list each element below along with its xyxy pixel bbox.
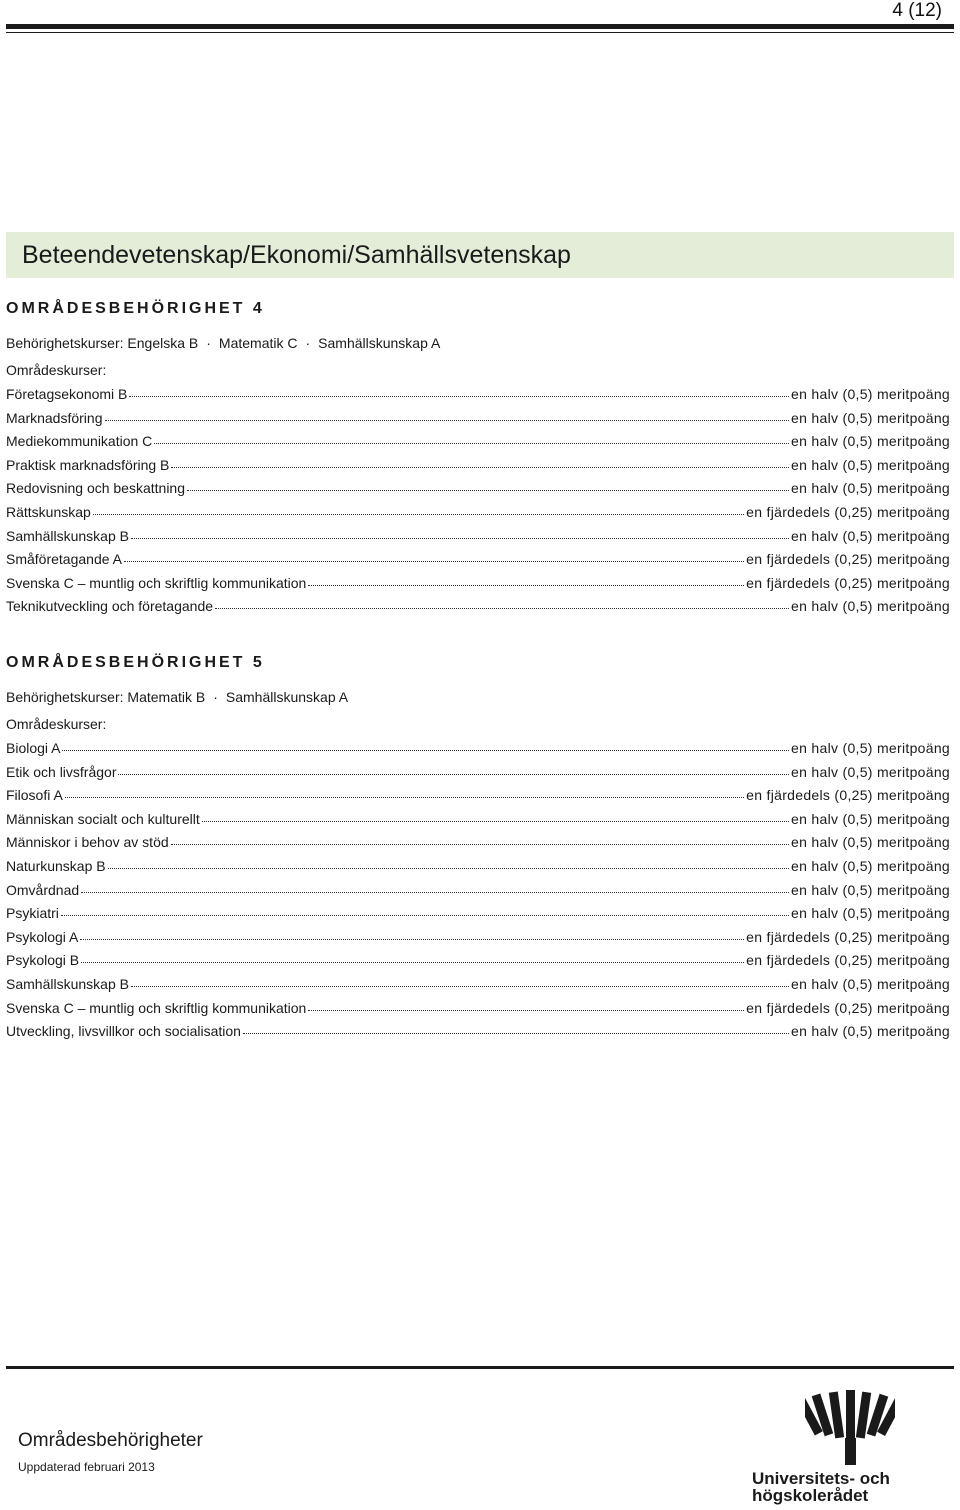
requirement-prefix: Behörighetskurser: <box>6 335 124 351</box>
footer-updated-date: Uppdaterad februari 2013 <box>18 1460 155 1474</box>
course-merit-points: en halv (0,5) meritpoäng <box>791 810 950 827</box>
course-merit-points: en halv (0,5) meritpoäng <box>791 1023 950 1040</box>
course-merit-points: en halv (0,5) meritpoäng <box>791 905 950 922</box>
course-name: Svenska C – muntlig och skriftlig kommunikation <box>6 999 307 1016</box>
course-row <box>6 761 950 785</box>
course-row <box>6 548 950 572</box>
course-name: Människor i behov av stöd <box>6 834 169 851</box>
course-merit-points: en fjärdedels (0,25) meritpoäng <box>746 787 950 804</box>
course-name: Etik och livsfrågor <box>6 763 117 780</box>
section-omradesbehorighet-5 <box>6 652 950 1044</box>
course-list <box>6 737 950 1044</box>
course-name: Samhällskunskap B <box>6 975 129 992</box>
bullet-separator-icon: · <box>206 335 211 351</box>
dot-leader <box>81 951 744 965</box>
course-merit-points: en halv (0,5) meritpoäng <box>791 975 950 992</box>
course-merit-points: en fjärdedels (0,25) meritpoäng <box>746 928 950 945</box>
course-row <box>6 949 950 973</box>
course-name: Rättskunskap <box>6 503 91 520</box>
course-merit-points: en halv (0,5) meritpoäng <box>791 834 950 851</box>
course-merit-points: en halv (0,5) meritpoäng <box>791 740 950 756</box>
dot-leader <box>154 432 789 446</box>
course-row <box>6 879 950 903</box>
course-row <box>6 784 950 808</box>
requirement-line <box>6 686 950 708</box>
course-name: Teknikutveckling och företagande <box>6 598 214 615</box>
course-name: Praktisk marknadsföring B <box>6 456 170 473</box>
course-merit-points: en halv (0,5) meritpoäng <box>791 763 950 780</box>
dot-leader <box>62 739 789 753</box>
course-merit-points: en halv (0,5) meritpoäng <box>791 386 950 402</box>
area-courses-label: Områdeskurser: <box>6 716 107 732</box>
course-name: Svenska C – muntlig och skriftlig kommunikation <box>6 574 307 591</box>
bottom-rule <box>6 1366 954 1369</box>
course-merit-points: en halv (0,5) meritpoäng <box>791 480 950 497</box>
dot-leader <box>108 857 789 871</box>
dot-leader <box>93 503 744 517</box>
course-row <box>6 808 950 832</box>
course-row <box>6 407 950 431</box>
requirement-course: Matematik C <box>218 335 298 351</box>
dot-leader <box>118 763 789 777</box>
uhr-logo <box>752 1390 952 1508</box>
course-name: Utveckling, livsvillkor och socialisation <box>6 1023 241 1040</box>
dot-leader <box>243 1022 789 1036</box>
course-row <box>6 454 950 478</box>
course-merit-points: en fjärdedels (0,25) meritpoäng <box>746 952 950 969</box>
course-row <box>6 525 950 549</box>
dot-leader <box>187 479 789 493</box>
course-name: Småföretagande A <box>6 551 122 568</box>
dot-leader <box>171 833 789 847</box>
top-rule-thin <box>6 32 954 33</box>
dot-leader <box>105 409 790 423</box>
section-heading: OMRÅDESBEHÖRIGHET 5 <box>6 654 265 671</box>
course-name: Biologi A <box>6 740 61 756</box>
dot-leader <box>202 810 789 824</box>
dot-leader <box>80 928 744 942</box>
dot-leader <box>308 999 744 1013</box>
dot-leader <box>131 527 789 541</box>
course-row <box>6 477 950 501</box>
requirement-course: Samhällskunskap A <box>225 689 349 705</box>
course-merit-points: en halv (0,5) meritpoäng <box>791 598 950 615</box>
uhr-logo-line-1: Universitets- och <box>752 1469 890 1488</box>
course-row <box>6 855 950 879</box>
course-name: Människan socialt och kulturellt <box>6 810 200 827</box>
course-name: Naturkunskap B <box>6 857 106 874</box>
requirement-course: Matematik B <box>127 689 206 705</box>
course-row <box>6 737 950 761</box>
dot-leader <box>124 550 744 564</box>
course-merit-points: en halv (0,5) meritpoäng <box>791 527 950 544</box>
course-row <box>6 997 950 1021</box>
dot-leader <box>61 904 789 918</box>
course-row <box>6 902 950 926</box>
course-merit-points: en fjärdedels (0,25) meritpoäng <box>746 574 950 591</box>
bullet-separator-icon: · <box>213 689 218 705</box>
area-courses-label: Områdeskurser: <box>6 362 107 378</box>
page-number: 4 (12) <box>892 0 942 21</box>
dot-leader <box>65 786 744 800</box>
course-name: Mediekommunikation C <box>6 433 153 450</box>
section-omradesbehorighet-4 <box>6 298 950 619</box>
course-name: Marknadsföring <box>6 409 103 426</box>
uhr-logo-icon <box>805 1390 895 1465</box>
course-merit-points: en halv (0,5) meritpoäng <box>791 409 950 426</box>
uhr-logo-line-2: högskolerådet <box>752 1486 869 1505</box>
course-name: Psykologi A <box>6 928 79 945</box>
section-heading: OMRÅDESBEHÖRIGHET 4 <box>6 300 265 317</box>
course-merit-points: en halv (0,5) meritpoäng <box>791 433 950 450</box>
course-name: Filosofi A <box>6 787 63 804</box>
course-name: Omvårdnad <box>6 881 80 898</box>
course-merit-points: en halv (0,5) meritpoäng <box>791 857 950 874</box>
course-row <box>6 926 950 950</box>
dot-leader <box>129 385 789 399</box>
course-list <box>6 383 950 619</box>
course-row <box>6 595 950 619</box>
requirement-prefix: Behörighetskurser: <box>6 689 124 705</box>
subject-banner <box>6 232 954 278</box>
course-merit-points: en halv (0,5) meritpoäng <box>791 456 950 473</box>
course-row <box>6 383 950 407</box>
requirement-course: Samhällskunskap A <box>318 335 441 351</box>
dot-leader <box>81 881 789 895</box>
course-row <box>6 430 950 454</box>
course-row <box>6 1020 950 1044</box>
course-row <box>6 973 950 997</box>
course-merit-points: en fjärdedels (0,25) meritpoäng <box>746 503 950 520</box>
course-name: Samhällskunskap B <box>6 527 129 544</box>
course-merit-points: en fjärdedels (0,25) meritpoäng <box>746 999 950 1016</box>
course-row <box>6 501 950 525</box>
course-name: Psykologi B <box>6 952 80 969</box>
course-merit-points: en halv (0,5) meritpoäng <box>791 881 950 898</box>
subject-title: Beteendevetenskap/Ekonomi/Samhällsvetenskap <box>22 241 571 269</box>
course-row <box>6 572 950 596</box>
course-merit-points: en fjärdedels (0,25) meritpoäng <box>746 551 950 568</box>
uhr-logo-text <box>752 1470 952 1504</box>
course-row <box>6 831 950 855</box>
requirement-line <box>6 332 950 354</box>
footer-title: Områdesbehörigheter <box>18 1430 203 1451</box>
course-name: Psykiatri <box>6 905 59 922</box>
dot-leader <box>215 597 789 611</box>
course-name: Företagsekonomi B <box>6 386 128 402</box>
top-rule <box>6 24 954 29</box>
bullet-separator-icon: · <box>305 335 311 351</box>
course-name: Redovisning och beskattning <box>6 480 186 497</box>
dot-leader <box>308 574 744 588</box>
dot-leader <box>131 975 789 989</box>
dot-leader <box>171 456 789 470</box>
requirement-course: Engelska B <box>127 335 199 351</box>
